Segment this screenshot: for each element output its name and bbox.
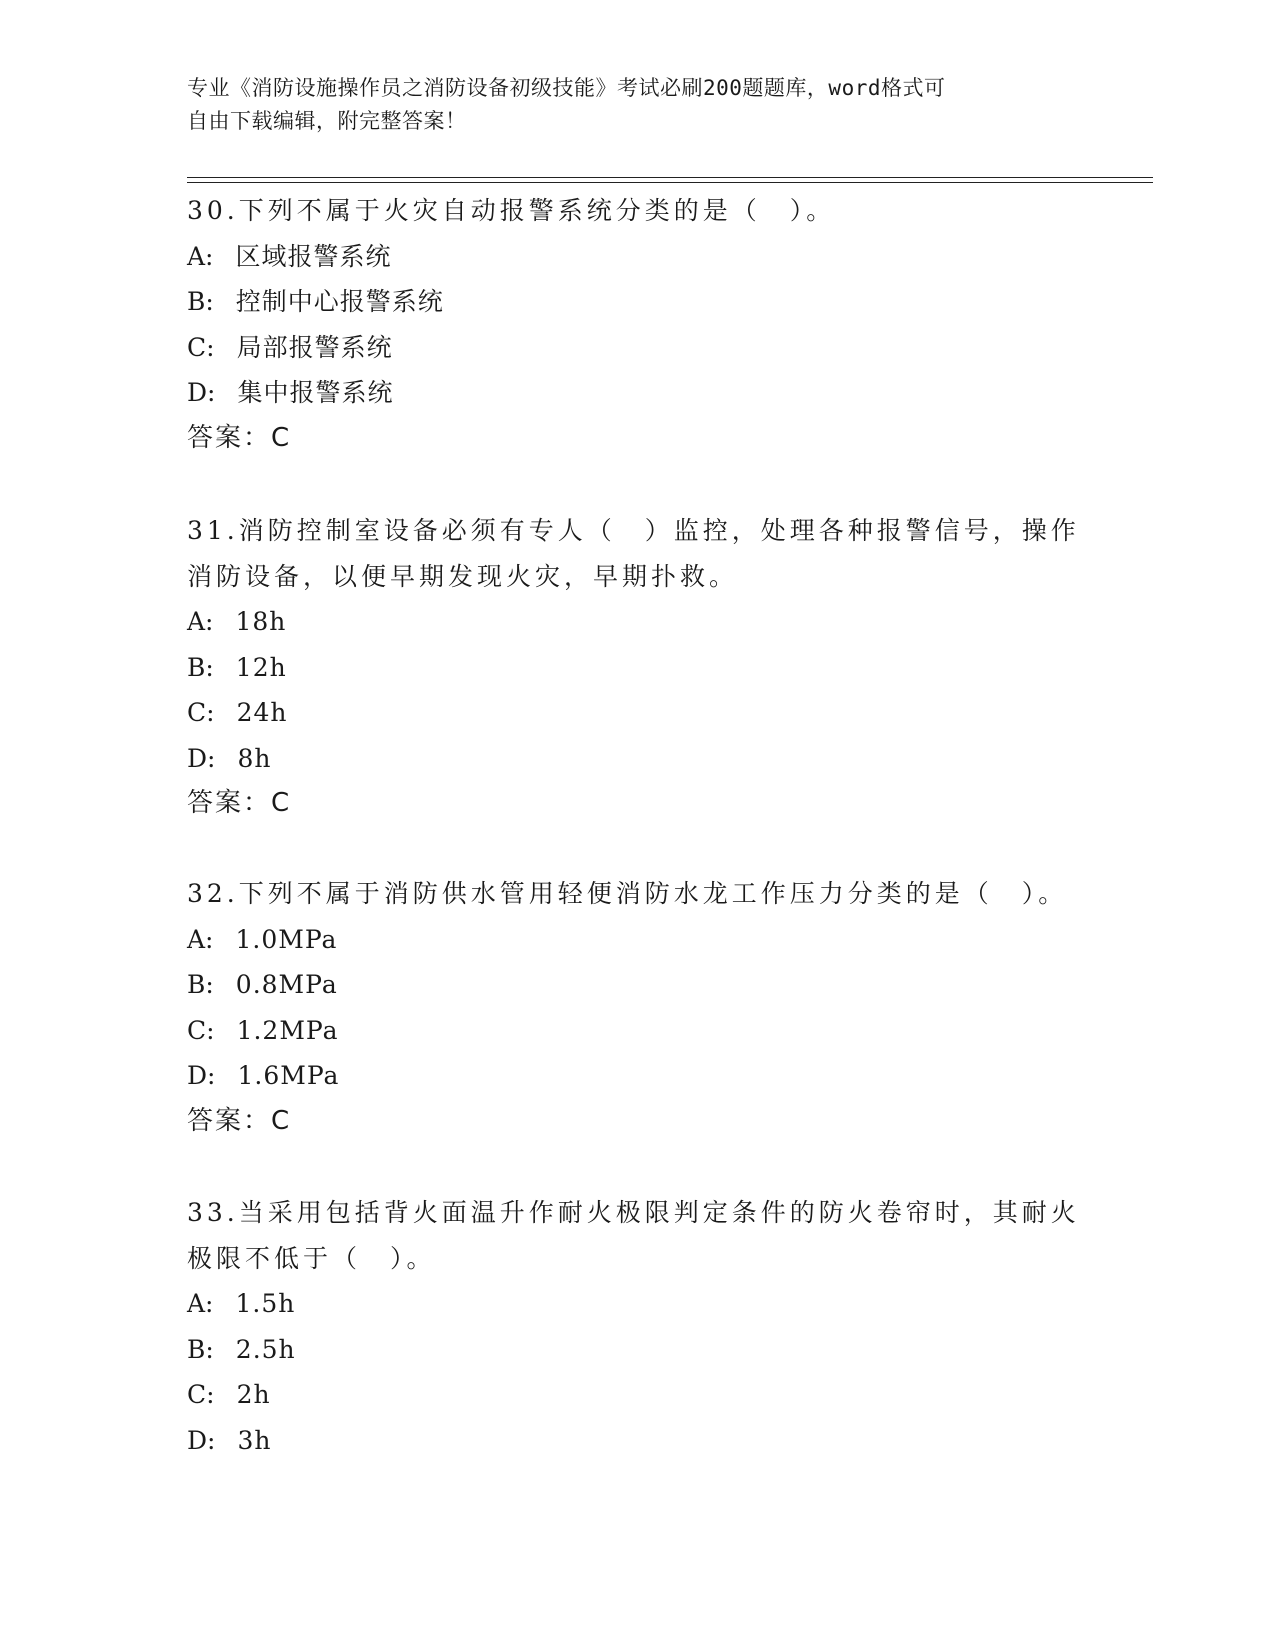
option-a: A: 1.0MPa [187, 924, 338, 954]
option-d: D: 1.6MPa [187, 1061, 340, 1090]
question-stem-line-1: 33.当采用包括背火面温升作耐火极限判定条件的防火卷帘时，其耐火 [187, 1198, 1080, 1227]
answer [187, 416, 1087, 462]
answer [187, 1099, 1087, 1145]
option-d: D: 3h [187, 1425, 272, 1455]
option-b: B: 0.8MPa [187, 970, 338, 999]
option-c: C: 2h [187, 1380, 271, 1409]
answer-value: C [271, 788, 290, 818]
header-line-1: 专业《消防设施操作员之消防设备初级技能》考试必刷200题题库，word格式可 [187, 76, 946, 100]
option-c: C: 24h [187, 698, 288, 727]
option-a: A: 1.5h [187, 1289, 296, 1318]
option-d: D: 集中报警系统 [187, 378, 394, 407]
answer-label: 答案： [187, 788, 272, 818]
answer-label: 答案： [187, 422, 272, 453]
document-header [187, 72, 1067, 138]
question-32 [187, 871, 1087, 1144]
option-b: B: 2.5h [187, 1334, 296, 1364]
answer [187, 781, 1087, 827]
question-33 [187, 1190, 1087, 1463]
question-31 [187, 508, 1087, 827]
option-c: C: 1.2MPa [187, 1015, 339, 1045]
question-stem-line-1: 31.消防控制室设备必须有专人（ ）监控，处理各种报警信号，操作 [187, 516, 1080, 545]
option-b: B: 12h [187, 652, 287, 682]
option-a: A: 18h [187, 607, 287, 636]
question-stem-line-2: 消防设备，以便早期发现火灾，早期扑救。 [187, 561, 739, 591]
option-c: C: 局部报警系统 [187, 332, 393, 362]
option-d: D: 8h [187, 743, 272, 773]
header-line-2: 自由下载编辑，附完整答案！ [187, 109, 467, 133]
question-stem-line-2: 极限不低于（ ）。 [187, 1243, 436, 1273]
question-30 [187, 188, 1087, 461]
answer-label: 答案： [187, 1105, 272, 1136]
question-stem: 30.下列不属于火灾自动报警系统分类的是（ ）。 [187, 196, 836, 225]
option-a: A: 区域报警系统 [187, 241, 392, 271]
header-divider-top [187, 177, 1153, 178]
header-divider-bottom [187, 182, 1153, 183]
option-b: B: 控制中心报警系统 [187, 287, 444, 316]
answer-value: C [271, 1105, 290, 1136]
question-stem: 32.下列不属于消防供水管用轻便消防水龙工作压力分类的是（ ）。 [187, 879, 1068, 908]
answer-value: C [271, 422, 290, 453]
